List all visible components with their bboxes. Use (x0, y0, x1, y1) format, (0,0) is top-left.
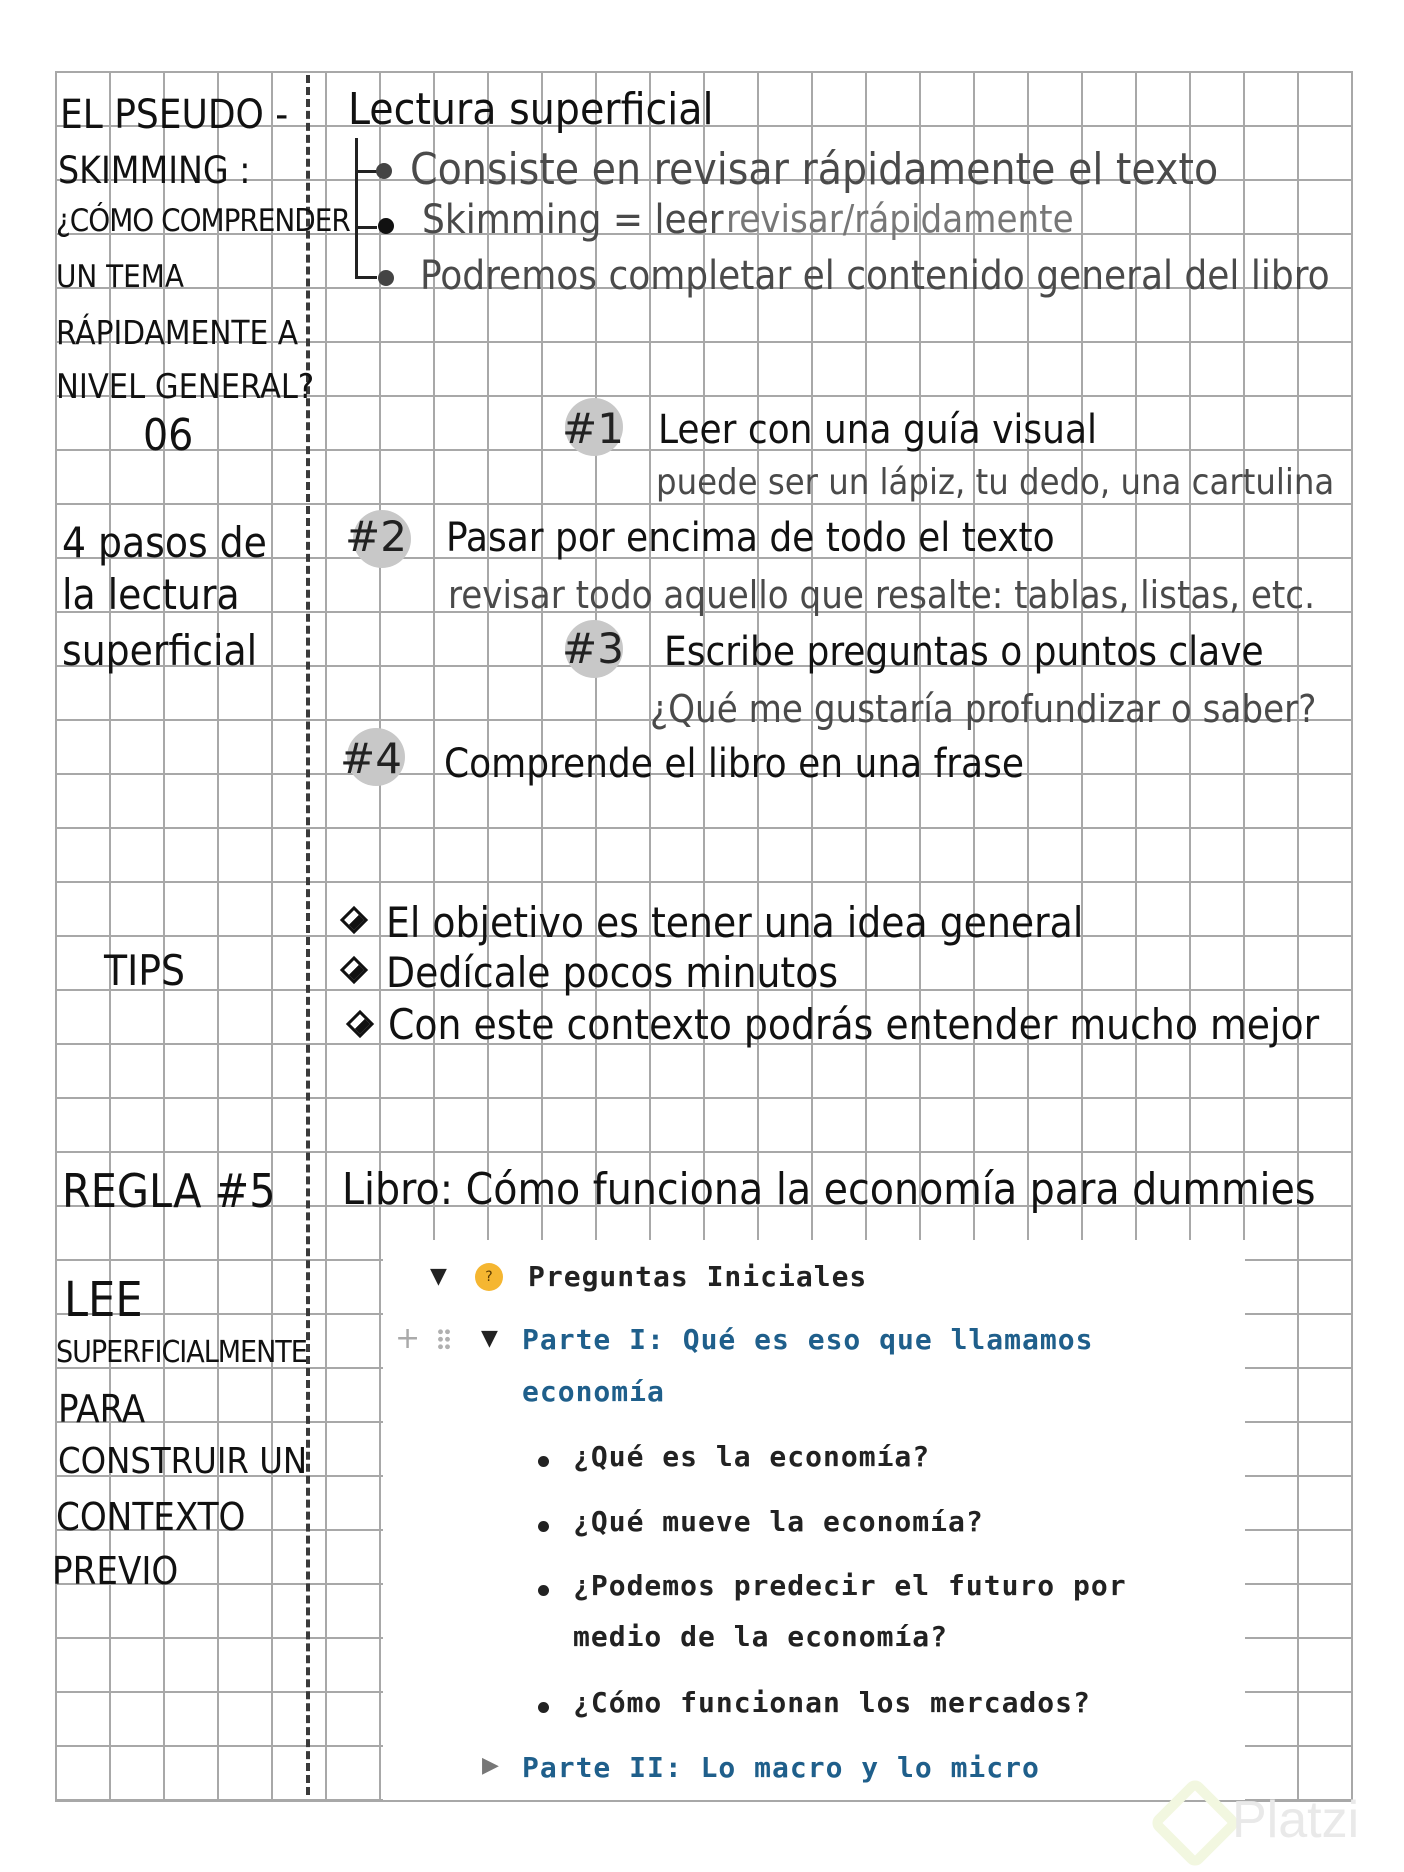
rule-desc-line-5: CONTEXTO (56, 1495, 246, 1539)
step-2-number: #2 (345, 512, 407, 561)
step-2-title: Pasar por encima de todo el texto (446, 515, 1055, 561)
step-3-number: #3 (562, 624, 624, 673)
tips-label: TIPS (104, 946, 185, 995)
question-item: ¿Cómo funcionan los mercados? (573, 1686, 1091, 1719)
intro-bullet-2-note: revisar/rápidamente (726, 197, 1074, 241)
bullet-icon (538, 1456, 549, 1467)
bullet-icon (538, 1702, 549, 1713)
step-4-title: Comprende el libro en una frase (444, 741, 1024, 787)
drag-handle-icon[interactable] (437, 1328, 451, 1350)
note-title-line-2: SKIMMING : (58, 149, 251, 192)
question-item-cont: medio de la economía? (573, 1620, 949, 1653)
tip-3: Con este contexto podrás entender mucho mejor (388, 1000, 1320, 1049)
step-2-note: revisar todo aquello que resalte: tablas, listas, etc. (448, 573, 1315, 617)
steps-label-line-2: la lectura (62, 570, 240, 619)
bullet-dot-icon (376, 163, 392, 179)
bullet-icon (538, 1521, 549, 1532)
column-divider (306, 75, 310, 1795)
question-item: ¿Qué es la economía? (573, 1440, 931, 1473)
section-parte-1-title-cont[interactable]: economía (522, 1375, 665, 1408)
step-1-number: #1 (562, 404, 624, 453)
note-number: 06 (143, 410, 194, 461)
tree-connector-branch-3 (355, 276, 377, 279)
bullet-icon (538, 1585, 549, 1596)
book-title-line: Libro: Cómo funciona la economía para dummies (342, 1164, 1316, 1215)
rule-desc-line-1: LEE (64, 1272, 143, 1328)
note-title-line-4: UN TEMA (56, 259, 184, 295)
tree-connector-vertical (355, 138, 358, 276)
toggle-expanded-icon[interactable]: ▼ (481, 1326, 498, 1351)
step-1-note: puede ser un lápiz, tu dedo, una cartulina (656, 462, 1335, 503)
tip-2: Dedícale pocos minutos (386, 948, 839, 997)
note-title-line-6: NIVEL GENERAL? (56, 367, 315, 407)
notion-screenshot-panel (383, 1240, 1245, 1800)
intro-bullet-1: Consiste en revisar rápidamente el texto (410, 144, 1219, 195)
rule-desc-line-6: PREVIO (52, 1549, 179, 1593)
tree-connector-branch-2 (355, 226, 377, 229)
intro-bullet-2: Skimming = leer (422, 197, 724, 243)
toggle-heading-preguntas[interactable]: Preguntas Iniciales (528, 1260, 868, 1293)
bullet-dot-icon (378, 218, 394, 234)
rule-desc-line-3: PARA (58, 1387, 146, 1431)
bullet-dot-icon (378, 270, 394, 286)
question-item: ¿Qué mueve la economía? (573, 1505, 984, 1538)
step-3-note: ¿Qué me gustaría profundizar o saber? (650, 687, 1317, 731)
intro-heading: Lectura superficial (348, 84, 714, 135)
section-parte-2-title[interactable]: Parte II: Lo macro y lo micro (522, 1751, 1040, 1784)
note-title-line-1: EL PSEUDO - (60, 92, 289, 138)
tip-1: El objetivo es tener una idea general (386, 898, 1084, 947)
thinking-face-icon: ? (475, 1263, 503, 1291)
note-title-line-3: ¿CÓMO COMPRENDER (56, 203, 350, 239)
rule-label: REGLA #5 (62, 1164, 276, 1218)
add-block-icon[interactable]: + (395, 1321, 421, 1356)
note-title-line-5: RÁPIDAMENTE A (56, 313, 299, 352)
rule-desc-line-4: CONSTRUIR UN (58, 1441, 308, 1482)
step-1-title: Leer con una guía visual (658, 407, 1098, 453)
question-item: ¿Podemos predecir el futuro por (573, 1569, 1127, 1602)
step-4-number: #4 (340, 734, 402, 783)
section-parte-1-title[interactable]: Parte I: Qué es eso que llamamos (522, 1323, 1094, 1356)
toggle-expanded-icon[interactable]: ▼ (430, 1264, 447, 1289)
step-3-title: Escribe preguntas o puntos clave (664, 629, 1264, 675)
intro-bullet-3: Podremos completar el contenido general del libro (420, 253, 1330, 299)
tree-connector-branch-1 (355, 170, 377, 173)
steps-label-line-3: superficial (62, 626, 258, 675)
steps-label-line-1: 4 pasos de (62, 518, 267, 567)
rule-desc-line-2: SUPERFICIALMENTE (56, 1335, 307, 1370)
toggle-collapsed-icon[interactable]: ▶ (482, 1753, 499, 1778)
platzi-watermark: Platzi (1232, 1791, 1360, 1849)
